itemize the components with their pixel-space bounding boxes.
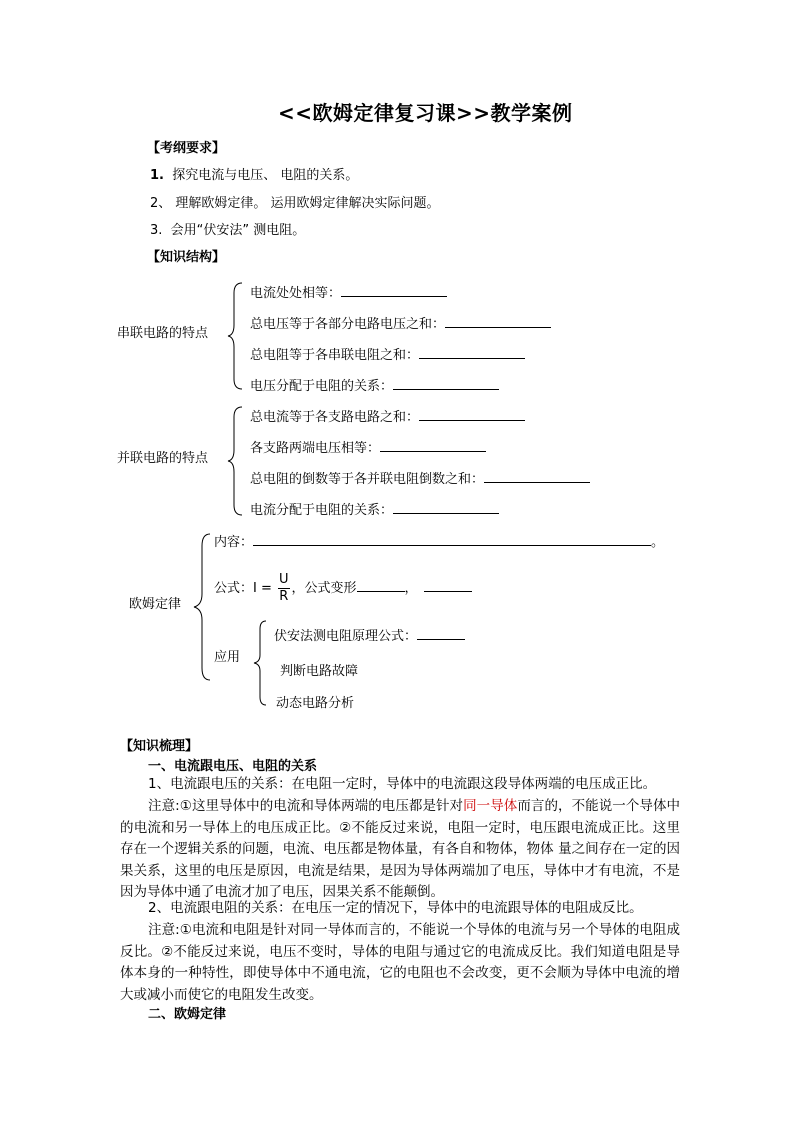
ohm-app-label: 应用 xyxy=(214,650,241,665)
note-2-label: 注意: xyxy=(148,922,180,938)
note-1 xyxy=(120,796,680,904)
note-2-text: ①电流和电阻是针对同一导体而言的，不能说一个导体的电流与另一个导体的电阻成反比。②不能反过来说，电压不变时，导体的电阻与通过它的电流成反比。我们知道电阻是导体本身的一种特性，即使导体中不通电流，它的电阻也不会改变，更不会顺为导体中电流的增大或减小而使它的电阻发生改变。 xyxy=(120,922,680,1003)
app-brace xyxy=(254,619,268,707)
note-1-highlight: 同一导体 xyxy=(463,798,518,814)
ohm-formula-label: 公式：I = xyxy=(214,581,272,596)
parallel-blank-3 xyxy=(484,470,590,483)
app-item-2: 判断电路故障 xyxy=(280,664,359,679)
series-blank-1 xyxy=(341,284,447,297)
app-item-3: 动态电路分析 xyxy=(276,696,355,711)
parallel-blank-2 xyxy=(380,439,486,452)
parallel-item-3-text: 总电阻的倒数等于各并联电阻倒数之和： xyxy=(250,472,485,487)
exam-item-2-num: 2、 xyxy=(150,196,172,211)
series-blank-2 xyxy=(445,315,551,328)
series-item-4 xyxy=(250,375,499,394)
section-2-title: 二、欧姆定律 xyxy=(148,1007,227,1022)
parallel-blank-4 xyxy=(393,501,499,514)
parallel-blank-1 xyxy=(419,408,525,421)
parallel-item-1 xyxy=(250,406,525,425)
ohm-brace xyxy=(194,532,212,682)
ohm-content xyxy=(214,531,664,550)
fraction-numerator: U xyxy=(279,572,289,587)
ohm-formula xyxy=(214,572,472,605)
note-1-text-a: ①这里导体中的电流和导体两端的电压都是针对 xyxy=(179,798,464,814)
paragraph-1-text: 1、电流跟电压的关系：在电阻一定时，导体中的电流跟这段导体两端的电压成正比。 xyxy=(148,776,657,792)
parallel-item-2-text: 各支路两端电压相等： xyxy=(250,441,381,456)
series-item-2 xyxy=(250,313,551,332)
series-label: 串联电路的特点 xyxy=(117,326,209,341)
parallel-item-2 xyxy=(250,437,486,456)
ohm-formula-sep: ， xyxy=(404,581,418,596)
ohm-formula-rest: ，公式变形 xyxy=(291,581,357,596)
exam-item-1-num: 1. xyxy=(150,168,164,183)
fraction-denominator: R xyxy=(279,589,289,604)
structure-heading: 【知识结构】 xyxy=(147,250,226,265)
section-1-title: 一、电流跟电压、电阻的关系 xyxy=(148,759,318,774)
parallel-item-1-text: 总电流等于各支路电路之和： xyxy=(250,410,420,425)
series-item-1 xyxy=(250,282,447,301)
parallel-item-3 xyxy=(250,468,590,487)
ohm-content-blank xyxy=(253,533,651,546)
page-title: <<欧姆定律复习课>>教学案例 xyxy=(278,101,573,125)
app-item-1-text: 伏安法测电阻原理公式： xyxy=(274,629,418,644)
ohm-content-end: 。 xyxy=(651,535,665,550)
exam-item-1 xyxy=(150,164,358,183)
ohm-formula-blank-1 xyxy=(357,579,405,592)
exam-item-1-text: 探究电流与电压、 电阻的关系。 xyxy=(172,168,359,183)
exam-item-3-text: 会用“伏安法” 测电阻。 xyxy=(170,223,306,238)
app-blank-1 xyxy=(417,627,465,640)
series-blank-3 xyxy=(419,346,525,359)
ohm-formula-blank-2 xyxy=(424,579,472,592)
series-item-3-text: 总电阻等于各串联电阻之和： xyxy=(250,348,420,363)
ohm-fraction xyxy=(278,572,290,605)
exam-item-2-text: 理解欧姆定律。 运用欧姆定律解决实际问题。 xyxy=(175,196,440,211)
paragraph-current-resistance xyxy=(120,898,680,920)
parallel-item-4-text: 电流分配于电阻的关系： xyxy=(250,503,394,518)
paragraph-2-text: 2、电流跟电阻的关系：在电压一定的情况下，导体中的电流跟导体的电阻成反比。 xyxy=(148,900,643,916)
parallel-brace xyxy=(228,405,244,517)
series-item-1-text: 电流处处相等： xyxy=(250,286,342,301)
note-2 xyxy=(120,920,680,1006)
note-1-text-b: 而言的，不能说一个导体中的电流和另一导体上的电压成正比。②不能反过来说，电阻一定时，电压跟电流成正比。这里存在一个逻辑关系的问题，电流、电压都是物体量，有各自和物体，物体 量之间存在一定的因果关系，这里的电压是原因，电流是结果，是因为导体两端加了电压，导体中才有电流，不是因为导体中通了电流才加了电压，因果关系不能颠倒。 xyxy=(120,798,680,900)
parallel-label: 并联电路的特点 xyxy=(117,451,209,466)
exam-item-3-num: 3. xyxy=(150,223,163,238)
exam-item-3 xyxy=(150,219,305,238)
ohm-label: 欧姆定律 xyxy=(129,597,182,612)
parallel-item-4 xyxy=(250,499,499,518)
app-item-1 xyxy=(274,625,465,644)
note-1-label: 注意: xyxy=(148,798,180,814)
series-item-4-text: 电压分配于电阻的关系： xyxy=(250,379,394,394)
series-item-2-text: 总电压等于各部分电路电压之和： xyxy=(250,317,446,332)
ohm-content-label: 内容： xyxy=(214,535,254,550)
paragraph-current-voltage xyxy=(120,774,680,796)
series-brace xyxy=(228,281,244,391)
exam-item-2 xyxy=(150,192,440,211)
exam-heading: 【考纲要求】 xyxy=(147,141,226,156)
series-blank-4 xyxy=(393,377,499,390)
series-item-3 xyxy=(250,344,525,363)
review-heading: 【知识梳理】 xyxy=(120,739,199,754)
